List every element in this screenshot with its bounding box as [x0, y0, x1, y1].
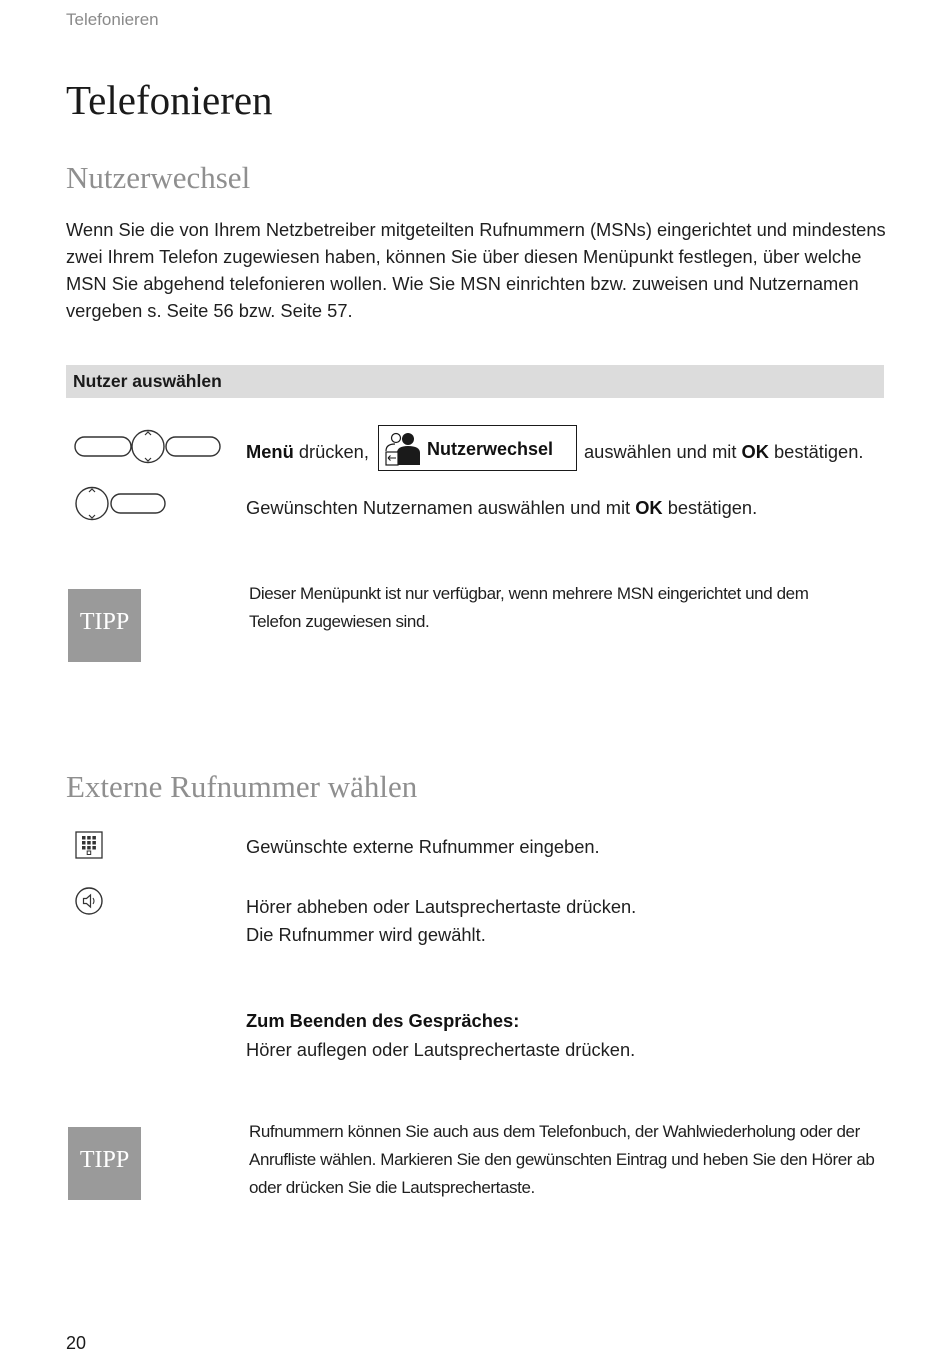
step-text: bestätigen. [768, 441, 864, 462]
tipp-line: Rufnummern können Sie auch aus dem Telefonbuch, der Wahlwiederholung oder der [249, 1122, 860, 1141]
intro-line: vergeben s. Seite 56 bzw. Seite 57. [66, 300, 353, 321]
step-text: bestätigen. [662, 497, 758, 518]
step-menu-text: drücken, [293, 441, 369, 462]
subheading-bar [66, 365, 884, 398]
page-title: Telefonieren [66, 77, 273, 123]
page-number: 20 [66, 1333, 87, 1353]
tipp-badge [68, 1127, 141, 1200]
user-switch-icon [383, 431, 423, 467]
tipp-line: oder drücken Sie die Lautsprechertaste. [249, 1178, 535, 1197]
end-call-heading: Zum Beenden des Gespräches: [246, 1010, 520, 1031]
running-header: Telefonieren [66, 10, 159, 29]
step-line: Hörer abheben oder Lautsprechertaste drücken. [246, 896, 637, 917]
intro-line: zwei Ihrem Telefon zugewiesen haben, können Sie über diesen Menüpunkt festlegen, über welche [66, 246, 862, 267]
speaker-icon [74, 886, 104, 916]
ok-key: OK [635, 497, 663, 518]
step-select-user [246, 497, 757, 519]
step-enter-number: Gewünschte externe Rufnummer eingeben. [246, 836, 600, 857]
tipp-label: TIPP [79, 609, 130, 635]
intro-paragraph [66, 216, 886, 324]
tipp-line: Telefon zugewiesen sind. [249, 612, 430, 631]
tipp-badge [68, 589, 141, 662]
intro-line: Wenn Sie die von Ihrem Netzbetreiber mitgeteilten Rufnummern (MSNs) eingerichtet und mindestens [66, 219, 886, 240]
section-title-nutzerwechsel: Nutzerwechsel [66, 160, 251, 195]
step-menu-confirm [584, 441, 863, 463]
keypad-icon [75, 831, 103, 859]
display-menu-item [378, 425, 577, 471]
ok-key: OK [741, 441, 769, 462]
subheading: Nutzer auswählen [73, 371, 222, 391]
tipp-text [249, 1118, 889, 1202]
tipp-label: TIPP [79, 1147, 130, 1173]
end-call-text: Hörer auflegen oder Lautsprechertaste drücken. [246, 1039, 636, 1060]
step-text: auswählen und mit [584, 441, 742, 462]
section-title-externe-rufnummer: Externe Rufnummer wählen [66, 769, 418, 804]
display-menu-label: Nutzerwechsel [427, 439, 554, 459]
step-text: Gewünschten Nutzernamen auswählen und mit [246, 497, 636, 518]
tipp-line: Anrufliste wählen. Markieren Sie den gewünschten Eintrag und heben Sie den Hörer ab [249, 1150, 875, 1169]
tipp-text [249, 580, 889, 636]
intro-line: MSN Sie abgehend telefonieren wollen. Wie Sie MSN einrichten bzw. zuweisen und Nutzernamen [66, 273, 859, 294]
step-lift-handset [246, 893, 636, 949]
end-call-block [246, 1006, 635, 1064]
tipp-line: Dieser Menüpunkt ist nur verfügbar, wenn mehrere MSN eingerichtet und dem [249, 584, 809, 603]
menu-navigation-ok-keys-icon [72, 429, 224, 465]
step-menu [246, 441, 369, 463]
step-line: Die Rufnummer wird gewählt. [246, 924, 486, 945]
step-menu-key: Menü [246, 441, 294, 462]
navigation-ok-keys-icon [72, 486, 170, 522]
